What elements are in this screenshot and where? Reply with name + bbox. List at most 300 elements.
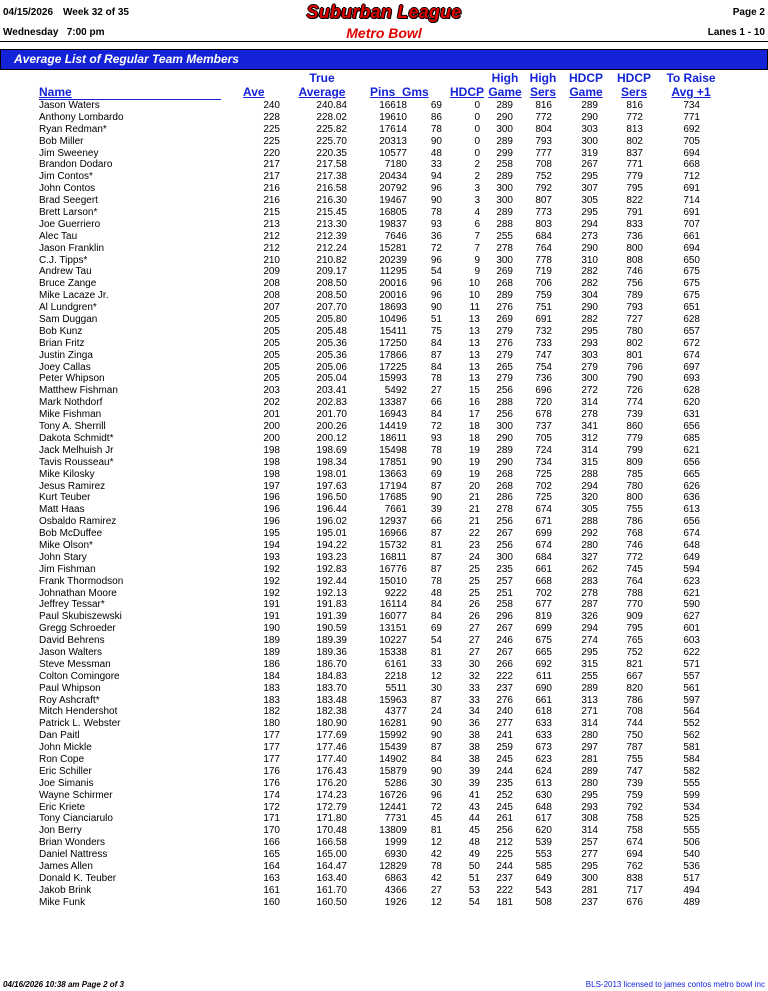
pins: 6161: [384, 658, 407, 670]
handicap: 19: [468, 444, 480, 456]
high-series: 696: [535, 385, 552, 397]
high-game: 245: [496, 753, 513, 765]
pins: 6863: [384, 872, 407, 884]
week-label: Week 32 of 35: [63, 7, 129, 18]
pins: 15338: [379, 646, 407, 658]
report-date: 04/15/2026: [3, 7, 54, 18]
pins-to-raise: 555: [683, 825, 700, 837]
handicap-series: 759: [626, 789, 643, 801]
average: 201: [263, 409, 280, 421]
handicap: 33: [468, 682, 480, 694]
handicap-series: 676: [626, 896, 643, 908]
pins-to-raise: 597: [683, 694, 700, 706]
true-average: 200.26: [316, 421, 347, 433]
bowler-name: Joe Guerriero: [39, 218, 101, 230]
high-series: 773: [535, 207, 552, 219]
high-series: 585: [535, 861, 552, 872]
games: 84: [430, 753, 442, 765]
high-game: 269: [496, 266, 513, 278]
games: 69: [430, 623, 442, 635]
pins-to-raise: 675: [683, 266, 700, 278]
games: 84: [430, 337, 442, 349]
games: 90: [430, 302, 442, 314]
pins-to-raise: 571: [683, 658, 700, 670]
average: 176: [263, 777, 280, 789]
average: 216: [263, 195, 280, 207]
high-series: 777: [535, 147, 552, 159]
handicap: 0: [474, 100, 480, 111]
handicap-series: 779: [626, 171, 643, 183]
handicap-series: 802: [626, 337, 643, 349]
high-series: 661: [535, 694, 552, 706]
handicap-game: 295: [581, 325, 598, 337]
pins-to-raise: 626: [683, 480, 700, 492]
column-headers: [0, 71, 768, 101]
pins: 16776: [379, 563, 407, 575]
table-row: [0, 243, 768, 255]
pins: 7731: [384, 813, 407, 825]
table-row: [0, 766, 768, 778]
games: 90: [430, 718, 442, 730]
games: 78: [430, 861, 442, 872]
col-to-raise-top: To Raise: [666, 71, 716, 85]
pins: 20016: [379, 278, 407, 290]
handicap: 23: [468, 539, 480, 551]
high-series: 819: [535, 611, 552, 623]
pins-to-raise: 674: [683, 528, 700, 540]
high-series: 674: [535, 539, 552, 551]
average: 194: [263, 539, 280, 551]
pins-to-raise: 540: [683, 849, 700, 861]
high-series: 624: [535, 765, 552, 777]
table-row: [0, 409, 768, 421]
high-series: 671: [535, 516, 552, 528]
pins: 13387: [379, 397, 407, 409]
true-average: 174.23: [316, 789, 347, 801]
pins-to-raise: 694: [683, 147, 700, 159]
true-average: 193.23: [316, 551, 347, 563]
handicap: 13: [468, 314, 480, 326]
high-series: 553: [535, 849, 552, 861]
pins-to-raise: 562: [683, 730, 700, 742]
pins: 20016: [379, 290, 407, 302]
pins-to-raise: 628: [683, 385, 700, 397]
pins-to-raise: 603: [683, 635, 700, 647]
handicap-game: 294: [581, 480, 598, 492]
high-series: 751: [535, 302, 552, 314]
high-game: 225: [496, 849, 513, 861]
true-average: 172.79: [316, 801, 347, 813]
games: 90: [430, 195, 442, 207]
high-series: 734: [535, 456, 552, 468]
pins: 15732: [379, 539, 407, 551]
true-average: 176.43: [316, 765, 347, 777]
average: 196: [263, 504, 280, 516]
pins-to-raise: 656: [683, 516, 700, 528]
high-game: 286: [496, 492, 513, 504]
handicap-series: 739: [626, 777, 643, 789]
high-game: 278: [496, 504, 513, 516]
high-game: 235: [496, 563, 513, 575]
average: 205: [263, 361, 280, 373]
handicap-game: 262: [581, 563, 598, 575]
col-high-sers-top: High: [529, 71, 557, 85]
handicap-game: 274: [581, 635, 598, 647]
games: 48: [430, 147, 442, 159]
games: 84: [430, 361, 442, 373]
handicap-series: 674: [626, 837, 643, 849]
handicap-game: 312: [581, 432, 598, 444]
pins: 16281: [379, 718, 407, 730]
true-average: 216.58: [316, 183, 347, 195]
col-to-raise-bottom: Avg +1: [671, 85, 711, 99]
pins-to-raise: 627: [683, 611, 700, 623]
games: 78: [430, 207, 442, 219]
games: 75: [430, 325, 442, 337]
average: 217: [263, 171, 280, 183]
pins-to-raise: 581: [683, 742, 700, 754]
handicap: 38: [468, 753, 480, 765]
handicap: 54: [468, 896, 480, 908]
pins: 17614: [379, 123, 407, 135]
handicap-series: 667: [626, 670, 643, 682]
pins: 4377: [384, 706, 407, 718]
table-row: [0, 266, 768, 278]
high-series: 708: [535, 159, 552, 171]
bowler-name: Osbaldo Ramirez: [39, 516, 117, 528]
high-game: 258: [496, 599, 513, 611]
pins: 16966: [379, 528, 407, 540]
pins-to-raise: 661: [683, 230, 700, 242]
handicap-game: 273: [581, 230, 598, 242]
table-row: [0, 683, 768, 695]
pins: 16077: [379, 611, 407, 623]
high-series: 778: [535, 254, 552, 266]
handicap: 11: [469, 302, 480, 314]
handicap: 15: [468, 385, 480, 397]
table-row: [0, 171, 768, 183]
pins-to-raise: 599: [683, 789, 700, 801]
games: 12: [430, 896, 442, 908]
high-series: 668: [535, 575, 552, 587]
handicap-game: 280: [581, 730, 598, 742]
games: 12: [430, 670, 442, 682]
handicap: 45: [468, 825, 480, 837]
pins-to-raise: 620: [683, 397, 700, 409]
pins-to-raise: 628: [683, 314, 700, 326]
high-game: 181: [496, 896, 513, 908]
high-series: 804: [535, 123, 552, 135]
true-average: 212.24: [316, 242, 347, 254]
pins: 20434: [379, 171, 407, 183]
handicap-game: 290: [581, 111, 598, 123]
handicap-game: 305: [581, 195, 598, 207]
average: 208: [263, 290, 280, 302]
high-series: 803: [535, 218, 552, 230]
average: 213: [263, 218, 280, 230]
true-average: 161.70: [316, 884, 347, 896]
handicap: 10: [468, 290, 480, 302]
handicap-game: 320: [581, 492, 598, 504]
handicap-game: 281: [581, 753, 598, 765]
high-game: 212: [496, 837, 513, 849]
license-note: BLS-2013 licensed to james contos metro bowl inc: [585, 980, 765, 989]
average: 191: [263, 599, 280, 611]
average: 189: [263, 646, 280, 658]
high-series: 673: [535, 742, 552, 754]
high-game: 266: [496, 658, 513, 670]
bowler-name: Mike Fishman: [39, 409, 102, 421]
handicap: 38: [468, 730, 480, 742]
handicap: 13: [468, 361, 480, 373]
high-game: 267: [496, 623, 513, 635]
handicap-series: 837: [626, 147, 643, 159]
table-row: [0, 564, 768, 576]
handicap-game: 303: [581, 123, 598, 135]
bowler-name: Bob Miller: [39, 135, 84, 147]
games: 36: [430, 230, 442, 242]
games: 66: [430, 397, 442, 409]
col-high-game-bottom: Game: [488, 85, 522, 99]
high-game: 246: [496, 635, 513, 647]
pins: 20239: [379, 254, 407, 266]
high-game: 268: [496, 480, 513, 492]
table-row: [0, 302, 768, 314]
bowler-name: Eric Kriete: [39, 801, 86, 813]
bowler-name: James Allen: [39, 861, 93, 872]
bowler-name: Jesus Ramirez: [39, 480, 106, 492]
pins: 18693: [379, 302, 407, 314]
average: 177: [263, 742, 280, 754]
pins: 10496: [379, 314, 407, 326]
true-average: 208.50: [316, 290, 347, 302]
high-game: 235: [496, 777, 513, 789]
pins-to-raise: 584: [683, 753, 700, 765]
average: 183: [263, 682, 280, 694]
true-average: 225.70: [316, 135, 347, 147]
table-row: [0, 469, 768, 481]
col-hdcp-sers-bottom: Sers: [620, 85, 648, 99]
handicap-game: 297: [581, 742, 598, 754]
handicap-game: 289: [581, 765, 598, 777]
pins-to-raise: 675: [683, 290, 700, 302]
high-series: 706: [535, 278, 552, 290]
bowler-name: Mike Funk: [39, 896, 86, 908]
true-average: 194.22: [316, 539, 347, 551]
games: 96: [430, 254, 442, 266]
games: 84: [430, 611, 442, 623]
average: 164: [263, 861, 280, 872]
bowler-name: Roy Ashcraft*: [39, 694, 100, 706]
handicap: 2: [474, 171, 480, 183]
bowler-name: Colton Comingore: [39, 670, 120, 682]
bowler-name: Dan Paitl: [39, 730, 80, 742]
handicap-game: 278: [581, 587, 598, 599]
bowler-name: Gregg Schroeder: [39, 623, 116, 635]
table-row: [0, 338, 768, 350]
pins-to-raise: 636: [683, 492, 700, 504]
handicap: 25: [468, 587, 480, 599]
handicap: 9: [474, 254, 480, 266]
true-average: 186.70: [316, 658, 347, 670]
table-row: [0, 599, 768, 611]
high-series: 677: [535, 599, 552, 611]
handicap-game: 308: [581, 813, 598, 825]
handicap: 21: [468, 492, 480, 504]
average: 197: [263, 480, 280, 492]
handicap-series: 793: [626, 302, 643, 314]
handicap-series: 768: [626, 528, 643, 540]
handicap: 49: [468, 849, 480, 861]
handicap-series: 764: [626, 575, 643, 587]
table-row: [0, 778, 768, 790]
games: 87: [430, 563, 442, 575]
pins-to-raise: 712: [683, 171, 700, 183]
games: 54: [430, 635, 442, 647]
handicap-series: 801: [626, 349, 643, 361]
bowler-name: Jakob Brink: [39, 884, 92, 896]
handicap-series: 736: [626, 230, 643, 242]
pins-to-raise: 623: [683, 575, 700, 587]
handicap: 13: [468, 325, 480, 337]
average: 171: [263, 813, 280, 825]
handicap: 13: [468, 337, 480, 349]
pins: 20792: [379, 183, 407, 195]
table-row: [0, 837, 768, 849]
handicap-game: 319: [581, 147, 598, 159]
pins-to-raise: 672: [683, 337, 700, 349]
true-average: 190.59: [316, 623, 347, 635]
table-row: [0, 849, 768, 861]
table-row: [0, 659, 768, 671]
average: 186: [263, 658, 280, 670]
high-series: 684: [535, 551, 552, 563]
page-number: Page 2: [732, 7, 765, 18]
table-row: [0, 326, 768, 338]
handicap-game: 278: [581, 409, 598, 421]
handicap: 17: [468, 409, 480, 421]
handicap: 19: [468, 456, 480, 468]
handicap: 0: [474, 147, 480, 159]
pins: 5511: [385, 682, 407, 694]
high-series: 725: [535, 468, 552, 480]
average: 191: [263, 611, 280, 623]
games: 24: [430, 706, 442, 718]
high-series: 633: [535, 730, 552, 742]
handicap-series: 785: [626, 468, 643, 480]
pins: 16805: [379, 207, 407, 219]
high-series: 759: [535, 290, 552, 302]
pins-to-raise: 691: [683, 207, 700, 219]
handicap: 16: [468, 397, 480, 409]
true-average: 205.04: [316, 373, 347, 385]
handicap-series: 796: [626, 361, 643, 373]
high-series: 665: [535, 646, 552, 658]
handicap-series: 789: [626, 290, 643, 302]
bowler-name: Matthew Fishman: [39, 385, 118, 397]
pins: 5492: [384, 385, 407, 397]
table-row: [0, 457, 768, 469]
handicap-game: 282: [581, 266, 598, 278]
true-average: 217.58: [316, 159, 347, 171]
table-row: [0, 183, 768, 195]
pins: 17194: [379, 480, 407, 492]
true-average: 189.39: [316, 635, 347, 647]
handicap-series: 726: [626, 385, 643, 397]
bowler-name: Al Lundgren*: [39, 302, 97, 314]
high-series: 648: [535, 801, 552, 813]
handicap-game: 314: [581, 444, 598, 456]
table-row: [0, 445, 768, 457]
handicap-series: 821: [626, 658, 643, 670]
table-row: [0, 350, 768, 362]
bowler-name: Tony Cianciarulo: [39, 813, 113, 825]
handicap-game: 277: [581, 849, 598, 861]
bowler-name: Brian Wonders: [39, 837, 105, 849]
games: 78: [430, 373, 442, 385]
average: 165: [263, 849, 280, 861]
high-game: 289: [496, 135, 513, 147]
table-row: [0, 290, 768, 302]
table-row: [0, 528, 768, 540]
table-row: [0, 742, 768, 754]
high-game: 251: [496, 587, 513, 599]
high-series: 702: [535, 480, 552, 492]
average: 177: [263, 753, 280, 765]
col-true-bottom: Average: [298, 85, 346, 99]
handicap-game: 293: [581, 337, 598, 349]
games: 87: [430, 551, 442, 563]
high-series: 649: [535, 872, 552, 884]
table-row: [0, 754, 768, 766]
average: 192: [263, 575, 280, 587]
true-average: 184.83: [316, 670, 347, 682]
pins: 13663: [379, 468, 407, 480]
handicap-game: 300: [581, 373, 598, 385]
true-average: 205.06: [316, 361, 347, 373]
pins: 1926: [384, 896, 407, 908]
high-series: 733: [535, 337, 552, 349]
high-game: 240: [496, 706, 513, 718]
table-row: [0, 397, 768, 409]
handicap-series: 816: [626, 100, 643, 111]
handicap-series: 822: [626, 195, 643, 207]
bowler-name: Bob McDuffee: [39, 528, 103, 540]
average: 189: [263, 635, 280, 647]
pins-to-raise: 536: [683, 861, 700, 872]
handicap-series: 795: [626, 623, 643, 635]
pins-to-raise: 525: [683, 813, 700, 825]
section-title: Average List of Regular Team Members: [14, 52, 239, 66]
games: 45: [430, 813, 442, 825]
handicap: 19: [468, 468, 480, 480]
games: 66: [430, 516, 442, 528]
handicap-series: 779: [626, 432, 643, 444]
average: 176: [263, 765, 280, 777]
bowler-name: Sam Duggan: [39, 314, 98, 326]
handicap-game: 290: [581, 242, 598, 254]
handicap-game: 287: [581, 599, 598, 611]
handicap: 22: [468, 528, 480, 540]
table-row: [0, 718, 768, 730]
col-true-top: True: [309, 71, 335, 85]
handicap-series: 787: [626, 742, 643, 754]
bowler-name: Brad Seegert: [39, 195, 98, 207]
high-series: 613: [535, 777, 552, 789]
handicap-game: 288: [581, 516, 598, 528]
average: 208: [263, 278, 280, 290]
high-game: 300: [496, 421, 513, 433]
